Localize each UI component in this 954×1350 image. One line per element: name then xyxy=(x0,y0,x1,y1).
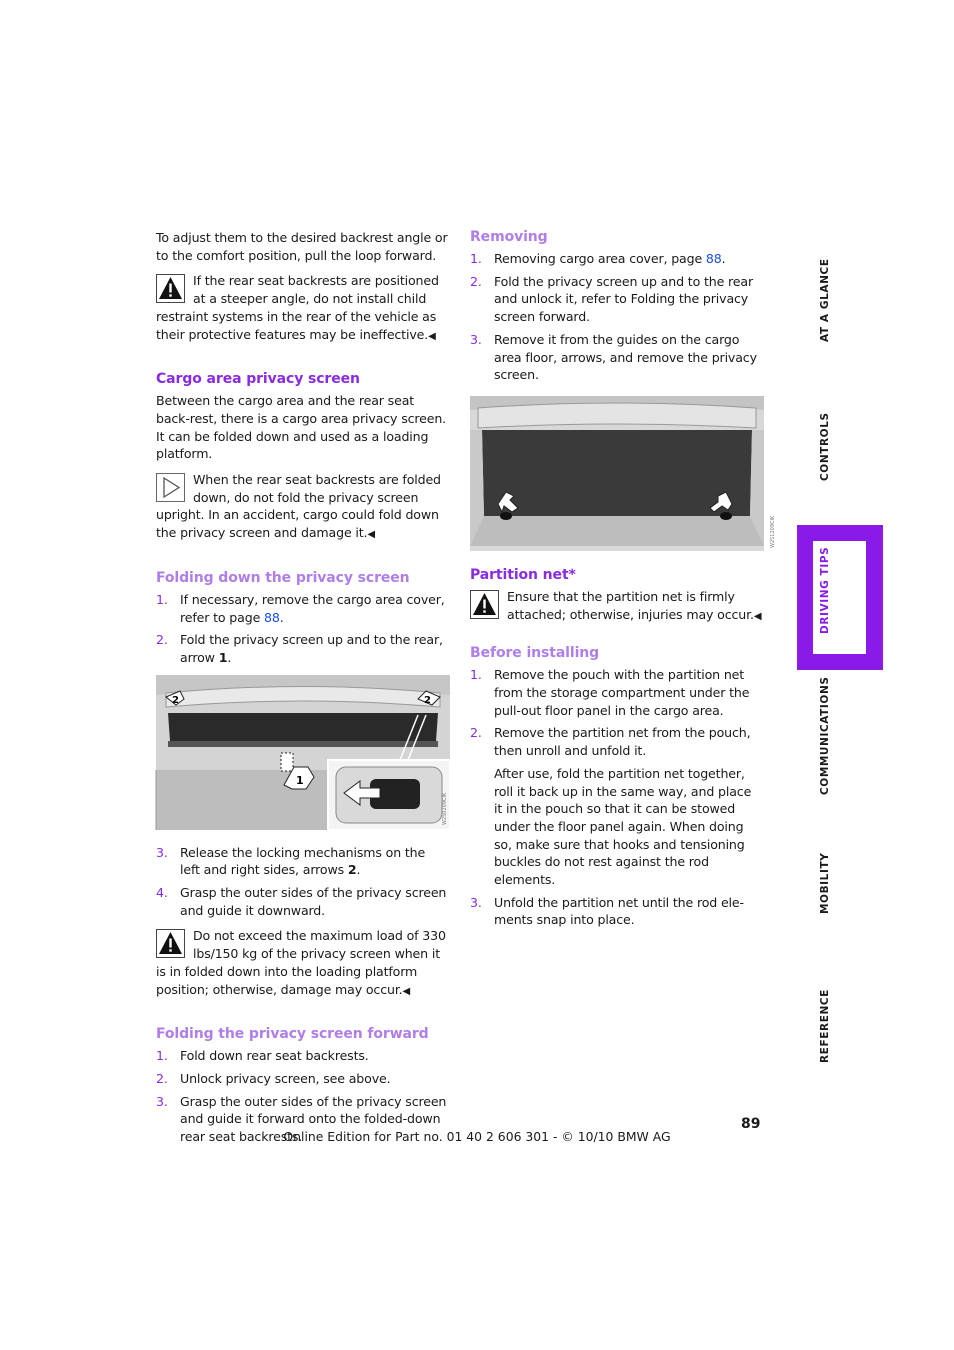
list-item: 4. Grasp the outer sides of the privacy screen and guide it downward. xyxy=(156,885,447,918)
svg-text:W2S0209CIK: W2S0209CIK xyxy=(442,792,448,825)
note-arrow-icon xyxy=(156,473,185,502)
figure-privacy-screen-remove xyxy=(470,396,776,551)
list-item: 2. Fold the privacy screen up and to the rear and unlock it, refer to Folding the privacy screen forward. xyxy=(470,273,753,325)
page-link[interactable]: 88 xyxy=(264,609,280,625)
tab-mobility[interactable]: MOBILITY xyxy=(819,852,831,914)
page-link[interactable]: 88 xyxy=(705,251,722,266)
heading-partition-net: Partition net* xyxy=(470,566,576,583)
warning-icon xyxy=(470,590,499,619)
intro-text: To adjust them to the desired backrest angle or to the comfort position, pull the loop forward. xyxy=(156,230,448,263)
tab-controls[interactable]: CONTROLS xyxy=(819,412,831,481)
end-mark: ◀ xyxy=(367,529,375,541)
list-item: 2. Unlock privacy screen, see above. xyxy=(156,1070,391,1086)
figure-illustration xyxy=(470,396,776,551)
warning-text: Do not exceed the maximum load of 330 lbs/150 kg of the privacy screen when it is in folded down into the loading platform position; otherwise, damage may occur. xyxy=(156,928,446,997)
list-item: 3. Unfold the partition net until the rod ele-ments snap into place. xyxy=(470,894,744,928)
page-number: 89 xyxy=(741,1116,761,1132)
folding-down-steps-continued xyxy=(156,844,448,920)
tab-driving-tips[interactable]: DRIVING TIPS xyxy=(797,525,883,670)
tab-reference[interactable]: REFERENCE xyxy=(819,989,831,1063)
list-item: 2. Fold the privacy screen up and to the rear, arrow 1. xyxy=(156,632,443,665)
warning-icon xyxy=(156,929,185,958)
heading-folding-down: Folding down the privacy screen xyxy=(156,569,410,586)
heading-removing: Removing xyxy=(470,229,548,245)
warning-child-restraint xyxy=(156,272,448,345)
svg-text:1: 1 xyxy=(296,773,304,787)
list-item: 3. Release the locking mechanisms on the left and right sides, arrows 2. xyxy=(156,844,426,878)
right-column xyxy=(470,229,776,934)
tab-communications[interactable]: COMMUNICATIONS xyxy=(819,676,831,795)
svg-text:W2S1209CIK: W2S1209CIK xyxy=(770,515,776,548)
end-mark: ◀ xyxy=(428,330,436,342)
warning-partition-net xyxy=(470,588,762,625)
figure-illustration xyxy=(156,675,450,830)
before-installing-steps xyxy=(470,666,762,760)
left-column xyxy=(156,229,448,1151)
after-use-text: After use, fold the partition net together, roll it back up in the same way, and place it in the pouch so that it can be stowed under the floor panel again. When doing so, make sure that hooks and tensioning buckles do not rest against the rod elements. xyxy=(494,765,752,888)
heading-before-installing: Before installing xyxy=(470,645,600,662)
svg-text:2: 2 xyxy=(172,694,179,706)
before-installing-steps-continued xyxy=(470,894,762,929)
list-item: 3. Grasp the outer sides of the privacy screen and guide it forward onto the folded-down rear seat backrests. xyxy=(156,1093,447,1145)
tab-at-a-glance[interactable]: AT A GLANCE xyxy=(819,258,831,342)
list-item: 1. Fold down rear seat backrests. xyxy=(156,1048,369,1064)
list-item: 1. Removing cargo area cover, page 88. xyxy=(470,251,726,266)
svg-text:2: 2 xyxy=(424,694,431,706)
figure-privacy-screen-fold xyxy=(156,675,450,830)
warning-max-load xyxy=(156,927,448,1000)
list-item: 1. Remove the pouch with the partition net from the storage compartment under the pull-out floor panel in the cargo area. xyxy=(470,667,750,718)
warning-icon xyxy=(156,274,185,303)
edition-footer: Online Edition for Part no. 01 40 2 606 301 - © 10/10 BMW AG xyxy=(283,1129,671,1144)
warning-text: If the rear seat backrests are positioned at a steeper angle, do not install child restraint systems in the rear of the vehicle as their protective features may be ineffective. xyxy=(156,273,439,342)
folding-down-steps xyxy=(156,591,448,667)
list-item: 1. If necessary, remove the cargo area cover, refer to page 88. xyxy=(156,591,445,625)
removing-steps xyxy=(470,250,762,384)
list-item: 2. Remove the partition net from the pouch, then unroll and unfold it. xyxy=(470,725,751,759)
end-mark: ◀ xyxy=(753,610,762,622)
note-text: When the rear seat backrests are folded down, do not fold the privacy screen upright. In an accident, cargo could fold down the privacy screen and damage it. xyxy=(156,472,441,541)
warning-text: Ensure that the partition net is firmly attached; otherwise, injuries may occur. xyxy=(507,588,754,622)
end-mark: ◀ xyxy=(402,985,411,997)
heading-folding-forward: Folding the privacy screen forward xyxy=(156,1026,429,1043)
note-fold-upright xyxy=(156,471,448,544)
list-item: 3. Remove it from the guides on the cargo area floor, arrows, and remove the privacy screen. xyxy=(470,331,757,383)
heading-cargo-privacy-screen: Cargo area privacy screen xyxy=(156,371,360,388)
cargo-text: Between the cargo area and the rear seat back-rest, there is a cargo area privacy screen. It can be folded down and used as a loading platform. xyxy=(156,393,447,462)
